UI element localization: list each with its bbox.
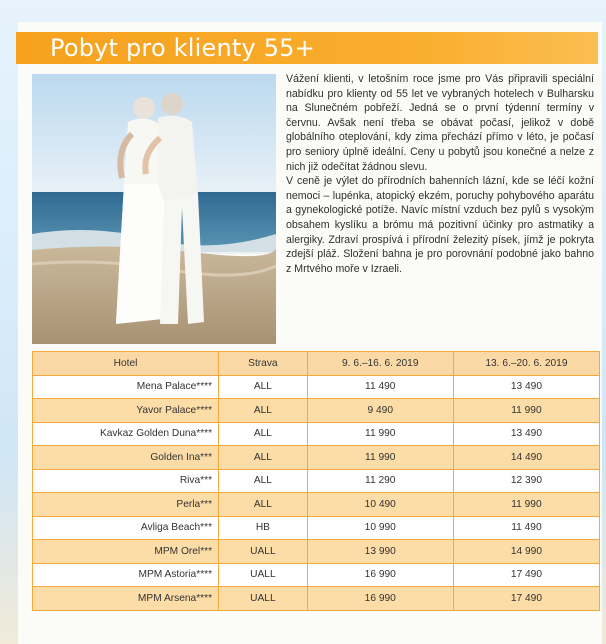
column-header-board: Strava — [219, 352, 308, 376]
price-term-1: 9 490 — [307, 399, 453, 423]
price-term-1: 11 990 — [307, 422, 453, 446]
hotel-name: MPM Astoria**** — [33, 563, 219, 587]
price-term-2: 17 490 — [453, 563, 599, 587]
hotel-name: Golden Ina*** — [33, 446, 219, 470]
price-term-1: 16 990 — [307, 587, 453, 611]
hotel-name: Riva*** — [33, 469, 219, 493]
table-row — [33, 399, 600, 423]
price-term-1: 10 990 — [307, 516, 453, 540]
board-type: UALL — [219, 540, 308, 564]
price-term-2: 11 990 — [453, 493, 599, 517]
table-row — [33, 516, 600, 540]
price-term-2: 13 490 — [453, 422, 599, 446]
price-term-1: 11 290 — [307, 469, 453, 493]
hotel-name: MPM Arsena**** — [33, 587, 219, 611]
price-table — [32, 351, 600, 611]
hotel-name: Mena Palace**** — [33, 375, 219, 399]
column-header-term-2: 13. 6.–20. 6. 2019 — [453, 352, 599, 376]
table-row — [33, 469, 600, 493]
hotel-name: Kavkaz Golden Duna**** — [33, 422, 219, 446]
title-banner — [16, 32, 598, 64]
table-row — [33, 422, 600, 446]
price-term-1: 13 990 — [307, 540, 453, 564]
beach-couple-image — [32, 74, 276, 344]
hotel-name: Yavor Palace**** — [33, 399, 219, 423]
price-term-2: 14 490 — [453, 446, 599, 470]
price-term-2: 11 490 — [453, 516, 599, 540]
table-row — [33, 587, 600, 611]
board-type: ALL — [219, 399, 308, 423]
hotel-name: Avliga Beach*** — [33, 516, 219, 540]
table-header-row — [33, 352, 600, 376]
board-type: UALL — [219, 587, 308, 611]
board-type: ALL — [219, 446, 308, 470]
table-row — [33, 375, 600, 399]
table-row — [33, 446, 600, 470]
table-row — [33, 563, 600, 587]
hotel-name: MPM Orel*** — [33, 540, 219, 564]
price-term-2: 17 490 — [453, 587, 599, 611]
price-term-1: 10 490 — [307, 493, 453, 517]
article-text — [286, 72, 594, 276]
board-type: ALL — [219, 375, 308, 399]
price-term-2: 12 390 — [453, 469, 599, 493]
board-type: ALL — [219, 422, 308, 446]
price-term-1: 16 990 — [307, 563, 453, 587]
board-type: HB — [219, 516, 308, 540]
board-type: ALL — [219, 469, 308, 493]
board-type: UALL — [219, 563, 308, 587]
article-paragraph: Vážení klienti, v letošním roce jsme pro Vás připravili speciální nabídku pro klienty od 55 let ve vybraných hotelech v Bulharsku na Slunečném pobřeží. Jedná se o první týdenní termíny v červnu. Avšak není třeba se obávat počasí, jelikož v době globálního oteplování, kdy zima přechází přímo v léto, je počasí pro seniory úplně ideální. Ceny u pobytů jsou konečné a nelze z nich již odečítat žádnou slevu. — [286, 73, 594, 173]
price-term-2: 13 490 — [453, 375, 599, 399]
board-type: ALL — [219, 493, 308, 517]
beach-couple-photo — [32, 74, 276, 344]
price-term-2: 11 990 — [453, 399, 599, 423]
table-row — [33, 540, 600, 564]
table-row — [33, 493, 600, 517]
column-header-hotel: Hotel — [33, 352, 219, 376]
price-term-1: 11 490 — [307, 375, 453, 399]
page-title: Pobyt pro klienty 55+ — [50, 34, 315, 62]
column-header-term-1: 9. 6.–16. 6. 2019 — [307, 352, 453, 376]
hotel-name: Perla*** — [33, 493, 219, 517]
article-paragraph: V ceně je výlet do přírodních bahenních lázní, kde se léčí kožní nemoci – lupénka, atopický ekzém, poruchy pohybového aparátu a gynekologické potíže. Navíc místní vzduch bez pylů s vysokým obsahem kyslíku a brómu má pozitivní účinky pro astmatiky a alergiky. Zdraví prospívá i přírodní železitý písek, jímž je pokryta zdejší pláž. Složení bahna je pro porovnání podobné jako bahno z Mrtvého moře v Izraeli. — [286, 175, 594, 275]
price-term-1: 11 990 — [307, 446, 453, 470]
price-term-2: 14 990 — [453, 540, 599, 564]
